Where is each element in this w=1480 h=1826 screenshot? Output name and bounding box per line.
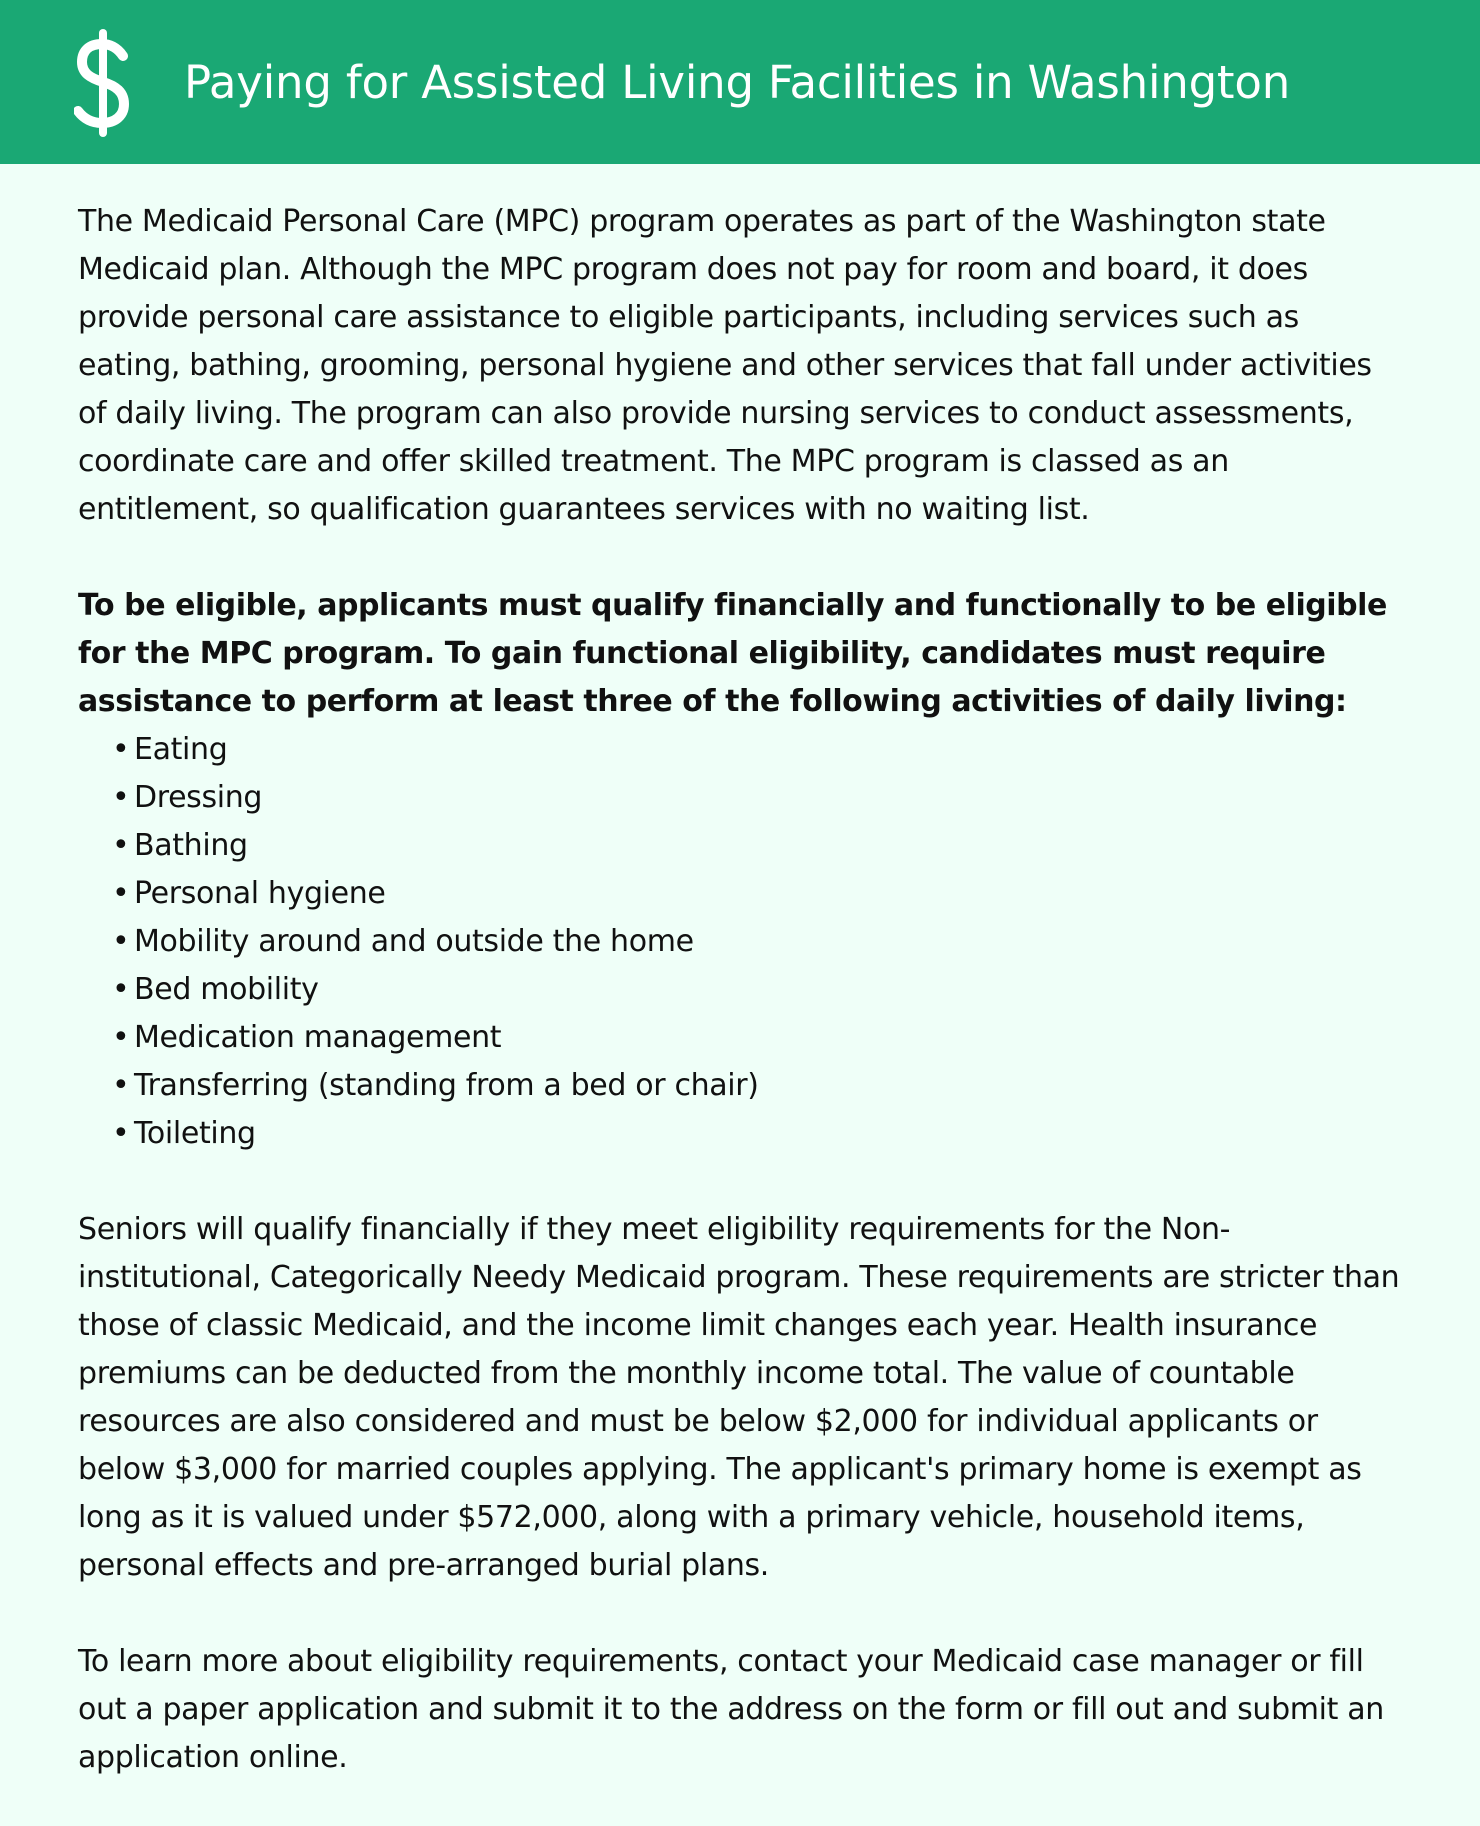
bullet-icon: •	[112, 1116, 130, 1151]
daily-living-activities-list	[78, 726, 1408, 1158]
list-item	[112, 1014, 1408, 1062]
intro-paragraph: The Medicaid Personal Care (MPC) program operates as part of the Washington state Medicaid plan. Although the MPC program does not pay for room and board, it does provide personal care assistance to eligible participants, including services such as eating, bathing, grooming, personal hygiene and other services that fall under activities of daily living. The program can also provide nursing services to conduct assessments, coordinate care and offer skilled treatment. The MPC program is classed as an entitlement, so qualification guarantees services with no waiting list.	[78, 204, 1372, 527]
eligibility-heading: To be eligible, applicants must qualify financially and functionally to be eligible for the MPC program. To gain functional eligibility, candidates must require assistance to perform at least three of the following activities of daily living:	[78, 588, 1387, 719]
list-item	[112, 870, 1408, 918]
list-item-label: Toileting	[134, 1116, 256, 1151]
list-item	[112, 966, 1408, 1014]
dollar-sign-icon	[74, 28, 132, 138]
bullet-icon: •	[112, 972, 130, 1007]
list-item-label: Bed mobility	[134, 972, 319, 1007]
bullet-icon: •	[112, 732, 130, 767]
list-item	[112, 774, 1408, 822]
learn-more-paragraph: To learn more about eligibility requirements, contact your Medicaid case manager or fill out a paper application and submit it to the address on the form or fill out and submit an application online.	[78, 1644, 1384, 1775]
bullet-icon: •	[112, 780, 130, 815]
bullet-icon: •	[112, 828, 130, 863]
list-item	[112, 822, 1408, 870]
list-item	[112, 726, 1408, 774]
bullet-icon: •	[112, 924, 130, 959]
list-item-label: Transferring (standing from a bed or chair)	[134, 1068, 759, 1103]
page-title: Paying for Assisted Living Facilities in Washington	[184, 56, 1291, 109]
list-item-label: Mobility around and outside the home	[134, 924, 694, 959]
bullet-icon: •	[112, 1068, 130, 1103]
bullet-icon: •	[112, 876, 130, 911]
bullet-icon: •	[112, 1020, 130, 1055]
list-item-label: Medication management	[134, 1020, 502, 1055]
list-item-label: Personal hygiene	[134, 876, 386, 911]
list-item	[112, 918, 1408, 966]
header-bar	[0, 0, 1480, 164]
list-item	[112, 1062, 1408, 1110]
article-content	[78, 198, 1408, 1782]
financial-eligibility-paragraph: Seniors will qualify financially if they meet eligibility requirements for the Non-institutional, Categorically Needy Medicaid program. These requirements are stricter than those of classic Medicaid, and the income limit changes each year. Health insurance premiums can be deducted from the monthly income total. The value of countable resources are also considered and must be below $2,000 for individual applicants or below $3,000 for married couples applying. The applicant's primary home is exempt as long as it is valued under $572,000, along with a primary vehicle, household items, personal effects and pre-arranged burial plans.	[78, 1212, 1400, 1583]
list-item-label: Bathing	[134, 828, 248, 863]
list-item-label: Dressing	[134, 780, 263, 815]
list-item-label: Eating	[134, 732, 228, 767]
list-item	[112, 1110, 1408, 1158]
